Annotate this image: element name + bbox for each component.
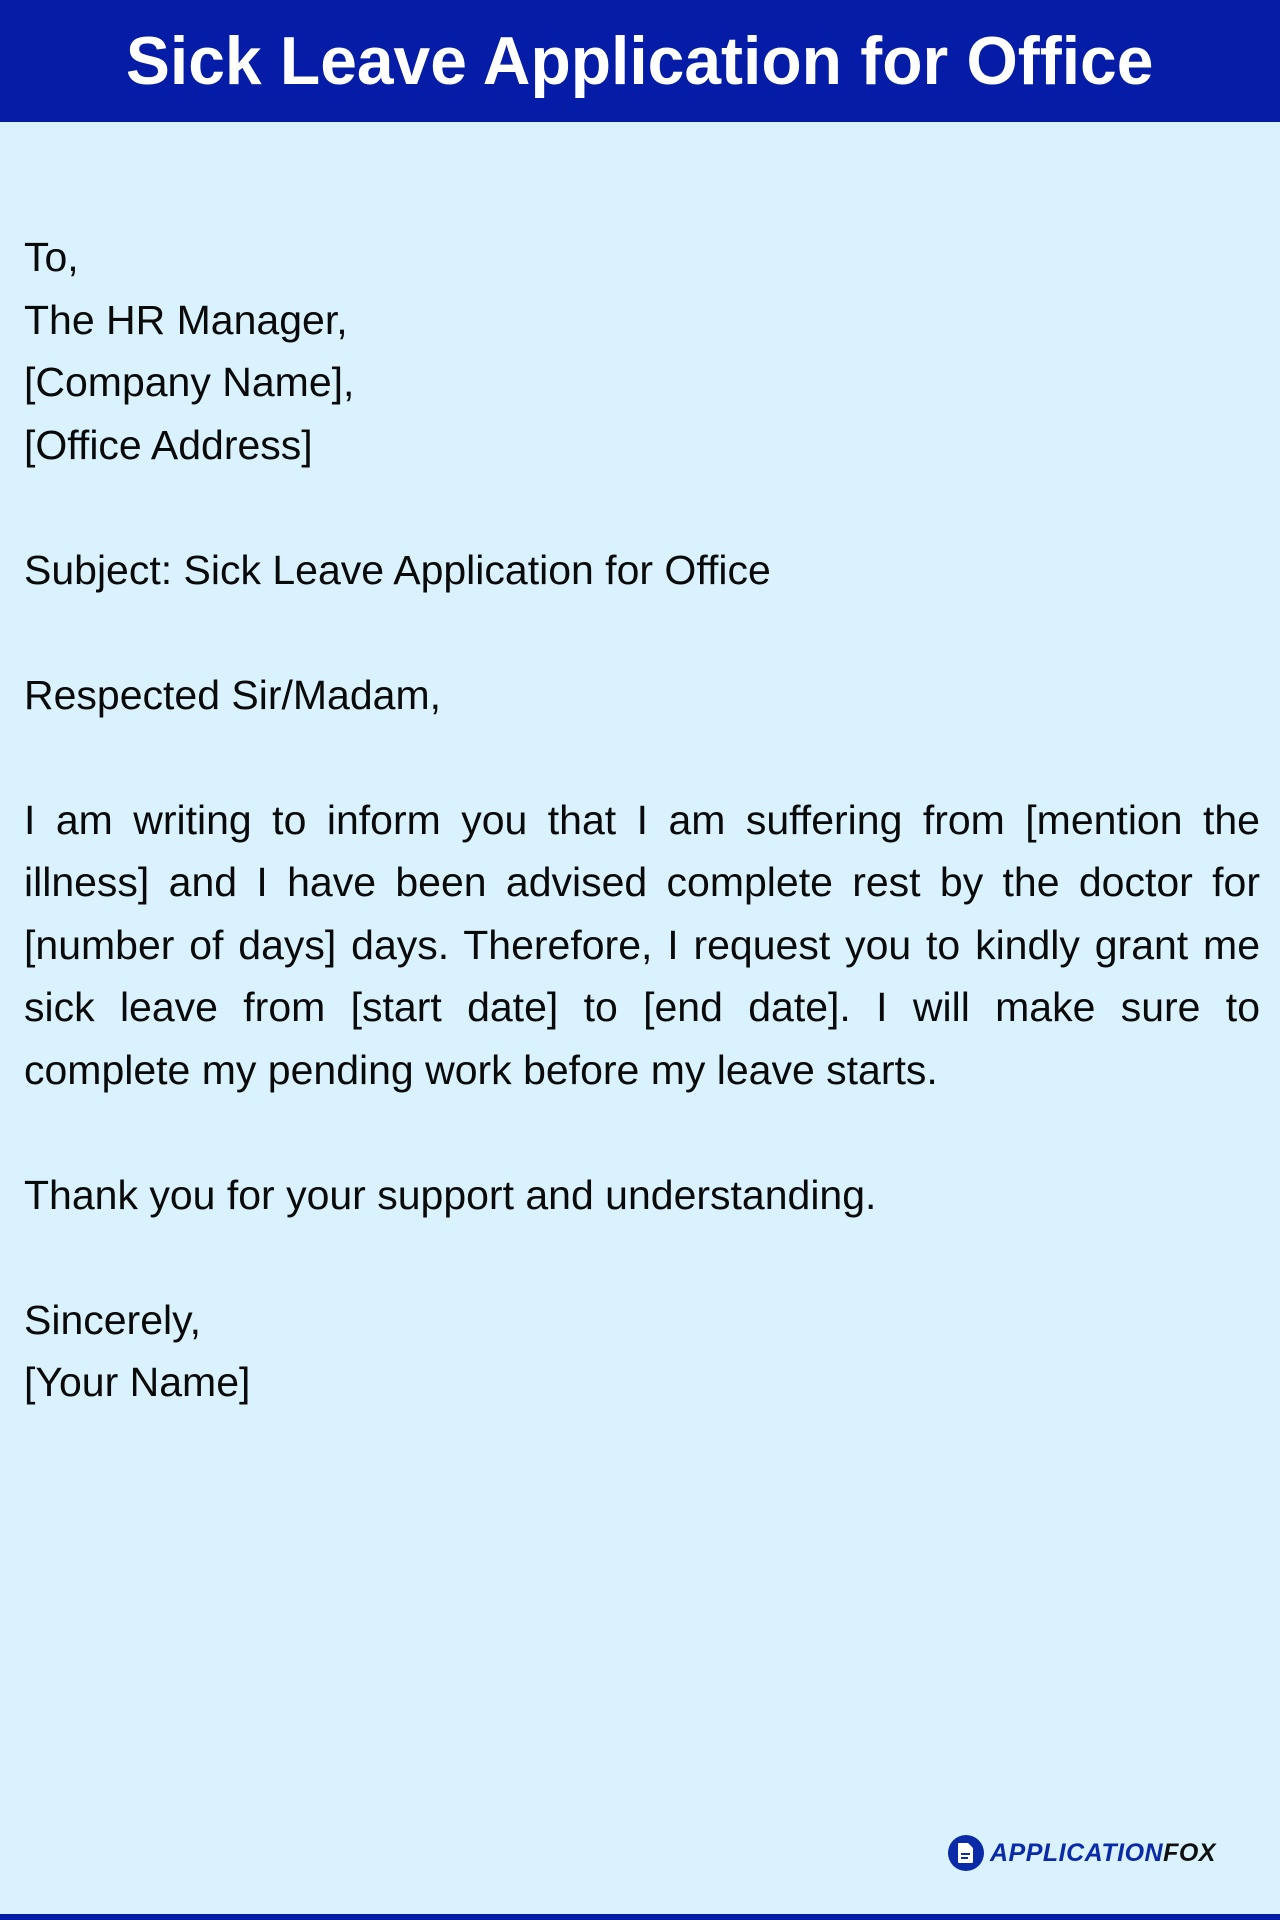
spacer bbox=[24, 601, 1260, 664]
address-line-company: [Company Name], bbox=[24, 359, 355, 405]
bottom-bar bbox=[0, 1914, 1280, 1920]
letter-body bbox=[24, 226, 1260, 1414]
address-line-recipient: The HR Manager, bbox=[24, 296, 348, 343]
document-icon bbox=[948, 1835, 984, 1871]
page-header bbox=[0, 0, 1280, 122]
closing: Sincerely, bbox=[24, 1296, 201, 1343]
address-line-office: [Office Address] bbox=[24, 421, 313, 468]
spacer bbox=[24, 1101, 1260, 1164]
spacer bbox=[24, 1226, 1260, 1289]
body-paragraph: I am writing to inform you that I am suffering from [mention the illness] and I have been advised complete rest by the doctor for [number of days] days. Therefore, I request you to kindly grant me sick leave from [start date] to [end date]. I will make sure to complete my pending work before my leave starts. bbox=[24, 796, 1260, 1093]
address-line-to: To, bbox=[24, 234, 79, 280]
signature: [Your Name] bbox=[24, 1359, 251, 1405]
subject-line: Subject: Sick Leave Application for Office bbox=[24, 546, 771, 593]
logo-text: APPLICATIONFOX bbox=[990, 1838, 1216, 1867]
salutation: Respected Sir/Madam, bbox=[24, 671, 442, 718]
applicationfox-logo bbox=[948, 1835, 1216, 1871]
page-title: Sick Leave Application for Office bbox=[126, 23, 1154, 99]
spacer bbox=[24, 726, 1260, 789]
thanks-line: Thank you for your support and understanding. bbox=[24, 1171, 877, 1218]
spacer bbox=[24, 476, 1260, 539]
